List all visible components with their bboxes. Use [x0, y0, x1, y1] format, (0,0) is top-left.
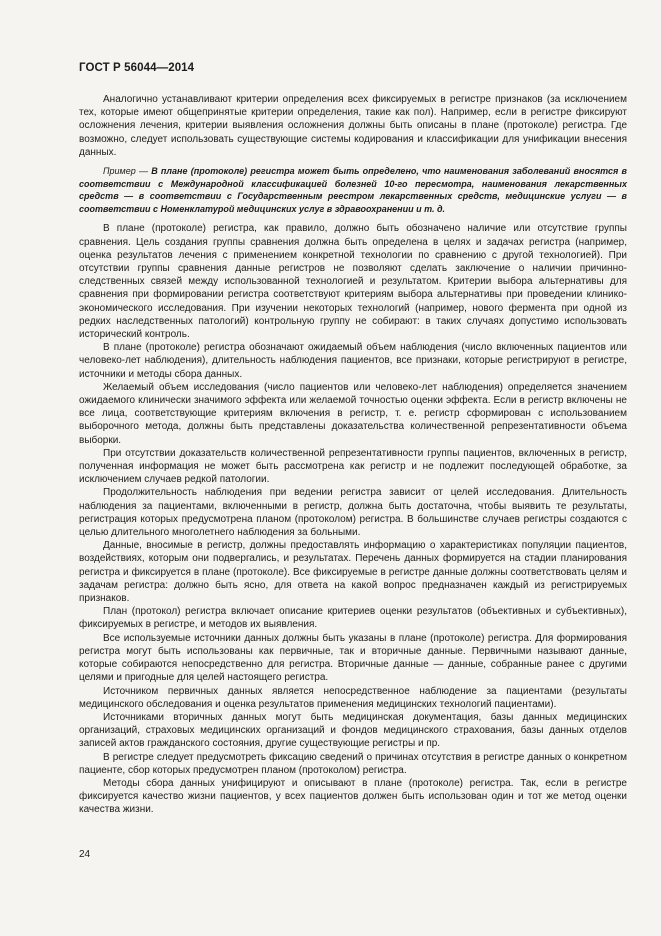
paragraph: Источником первичных данных является непосредственное наблюдение за пациентами (результаты медицинского обследования и оценка результатов применения медицинских технологий пациентами). — [79, 685, 627, 710]
page-number: 24 — [79, 849, 91, 860]
paragraph: В плане (протоколе) регистра, как правило, должно быть обозначено наличие или отсутствие группы сравнения. Цель создания группы сравнения должна быть определена в целях и задачах регистра (например, оценка результатов лечения с применением конкретной технологии по сравнению с другой технологией). При отсутствии группы сравнения данные регистров не позволяют сделать заключение о наличии причинно-следственных связей между использованной технологией и результатом. Критерии выбора альтернативы для сравнения при формировании регистра соответствуют критериям выбора альтернативы при проведении клинико-экономического исследования. При изучении некоторых технологий (например, нового фермента при одной из редких наследственных патологий) контрольную группу не собирают: в таких случаях допустимо использовать исторический контроль. — [79, 223, 627, 341]
example-text: В плане (протоколе) регистра может быть определено, что наименования заболеваний вносятся в соответствии с Международной классификацией болезней 10-го пересмотра, наименования лекарственных средств — в соответствии с Государственным реестром лекарственных средств, медицинские услуги — в соответствии с Номенклатурой медицинских услуг в здравоохранении и т. д. — [79, 166, 627, 214]
example-label: Пример — — [103, 166, 148, 177]
paragraph: Все используемые источники данных должны быть указаны в плане (протоколе) регистра. Для формирования регистра могут быть использованы как первичные, так и вторичные данные. Первичными называют данные, которые собираются непосредственно для регистра. Вторичные данные — данные, собранные ранее с другими целями и пригодные для целей настоящего регистра. — [79, 632, 627, 684]
example-note — [79, 165, 627, 215]
paragraph: В плане (протоколе) регистра обозначают ожидаемый объем наблюдения (число включенных пациентов или человеко-лет наблюдения), длительность наблюдения пациентов, все признаки, которые регистрируют в регистре, источники и методы сбора данных. — [79, 342, 627, 380]
paragraph: Методы сбора данных унифицируют и описывают в плане (протоколе) регистра. Так, если в регистре фиксируется качество жизни пациентов, у всех пациентов должен быть использован один и тот же метод оценки качества жизни. — [79, 777, 627, 816]
paragraph: При отсутствии доказательств количественной репрезентативности группы пациентов, включенных в регистр, полученная информация не может быть рассмотрена как регистр и не подлежит последующей обработке, за исключением случаев редкой патологии. — [79, 447, 627, 486]
paragraph: В регистре следует предусмотреть фиксацию сведений о причинах отсутствия в регистре данных о конкретном пациенте, сбор которых предусмотрен планом (протоколом) регистра. — [79, 751, 627, 776]
paragraph: План (протокол) регистра включает описание критериев оценки результатов (объективных и субъективных), фиксируемых в регистре, и методов их выявления. — [79, 606, 627, 631]
paragraph: Данные, вносимые в регистр, должны предоставлять информацию о характеристиках популяции пациентов, воздействиях, которым они подвергались, и результатах. Перечень данных формируется на стадии планирования регистра и фиксируется в плане (протоколе). Все фиксируемые в регистре данные должны соответствовать целям и задачам регистра: должно быть ясно, для ответа на какой вопрос предназначен каждый из регистрируемых признаков. — [79, 540, 627, 605]
document-standard-header: ГОСТ Р 56044—2014 — [79, 62, 195, 74]
paragraph: Продолжительность наблюдения при ведении регистра зависит от целей исследования. Длительность наблюдения за пациентами, включенными в регистр, должна быть достаточна, чтобы выявить те результаты, регистрация которых предусмотрена планом (протоколом) регистра. В большинстве случаев регистры создаются с целью длительного многолетнего наблюдения за больными. — [79, 487, 627, 539]
paragraph: Источниками вторичных данных могут быть медицинская документация, базы данных медицинских организаций, страховых медицинских организаций и фондов медицинского страхования, базы данных отделов записей актов гражданского состояния, другие существующие регистры и пр. — [79, 711, 627, 750]
paragraph: Аналогично устанавливают критерии определения всех фиксируемых в регистре признаков (за исключением тех, которые имеют общепринятые критерии определения, такие как пол). Например, если в регистре фиксируют осложнения лечения, критерии выявления осложнения должны быть описаны в плане (протоколе) регистра. Где возможно, следует использовать существующие системы кодирования и классификации для унификации внесения данных. — [79, 94, 627, 158]
paragraph: Желаемый объем исследования (число пациентов или человеко-лет наблюдения) определяется значением ожидаемого клинически значимого эффекта или желаемой точностью оценки эффекта. Если в регистр включены не все лица, соответствующие критериям включения в регистр, т. е. регистр сформирован с использованием выборочного метода, должны быть представлены доказательства количественной репрезентативности объема выборки. — [79, 381, 627, 446]
document-body — [79, 93, 627, 817]
